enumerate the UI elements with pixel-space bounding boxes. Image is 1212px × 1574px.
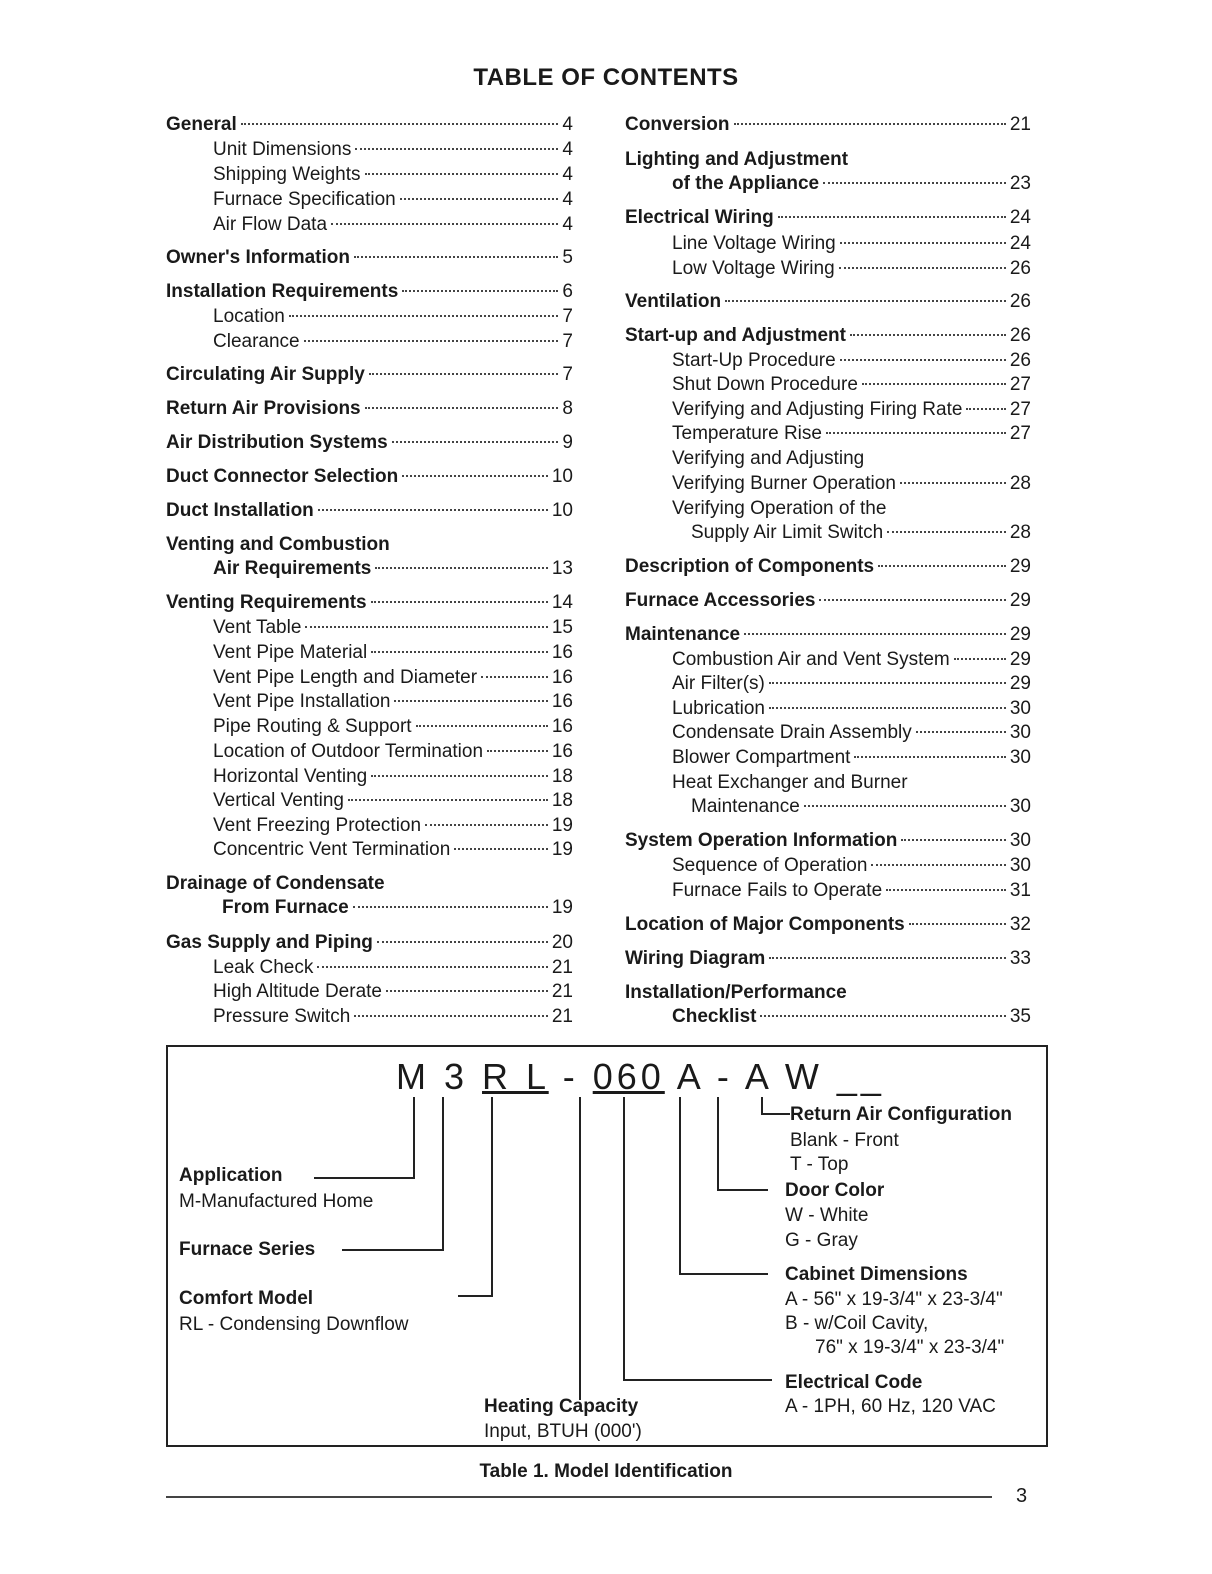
toc-entry-page: 19 — [551, 897, 573, 918]
toc-entry-page: 21 — [551, 957, 573, 978]
toc-entry-page: 30 — [1009, 698, 1031, 719]
cabinet-dimensions-label: Cabinet Dimensions — [785, 1264, 968, 1285]
application-label: Application — [179, 1165, 283, 1186]
heating-capacity-value: Input, BTUH (000') — [484, 1421, 642, 1442]
toc-entry-page: 33 — [1009, 948, 1031, 969]
toc-entry-title: Vent Pipe Material — [213, 642, 368, 663]
toc-entry-title: Lubrication — [672, 698, 765, 719]
toc-entry-page: 10 — [551, 500, 573, 521]
toc-entry-page: 16 — [551, 716, 573, 737]
comfort-model-label: Comfort Model — [179, 1288, 314, 1309]
toc-entry-page: 27 — [1009, 399, 1031, 420]
toc-entry-title: Air Distribution Systems — [166, 432, 388, 453]
toc-entry-title: Concentric Vent Termination — [213, 839, 451, 860]
toc-entry-title: Electrical Wiring — [625, 207, 774, 228]
page-number: 3 — [1016, 1485, 1028, 1507]
toc-entry-page: 18 — [551, 790, 573, 811]
toc-entry-title: Sequence of Operation — [672, 855, 868, 876]
toc-entry-page: 29 — [1009, 649, 1031, 670]
electrical-code-label: Electrical Code — [785, 1372, 923, 1393]
toc-entry-title: Checklist — [672, 1006, 757, 1027]
toc-entry-page: 7 — [562, 331, 573, 352]
toc-entry: Verifying and Adjusting — [672, 448, 865, 469]
comfort-model-value: RL - Condensing Downflow — [179, 1314, 409, 1335]
toc-entry-title: Furnace Fails to Operate — [672, 880, 883, 901]
toc-entry-page: 9 — [562, 432, 573, 453]
toc-entry-page: 20 — [551, 932, 573, 953]
toc-entry-page: 16 — [551, 741, 573, 762]
toc-entry-page: 30 — [1009, 722, 1031, 743]
toc-entry-title: From Furnace — [222, 897, 349, 918]
toc-entry-page: 26 — [1009, 291, 1031, 312]
door-color-option-gray: G - Gray — [785, 1230, 858, 1251]
toc-entry-title: Horizontal Venting — [213, 766, 368, 787]
application-value: M-Manufactured Home — [179, 1191, 374, 1212]
electrical-code-option-a: A - 1PH, 60 Hz, 120 VAC — [785, 1396, 996, 1417]
furnace-series-label: Furnace Series — [179, 1239, 316, 1260]
cabinet-option-b: B - w/Coil Cavity, — [785, 1313, 929, 1334]
model-code-capacity: 060 — [592, 1056, 665, 1097]
toc-entry-page: 29 — [1009, 673, 1031, 694]
toc-entry-page: 32 — [1009, 914, 1031, 935]
toc-entry-page: 26 — [1009, 325, 1031, 346]
toc-entry-page: 16 — [551, 667, 573, 688]
toc-entry: Lighting and Adjustment — [625, 149, 849, 170]
toc-entry-page: 13 — [551, 558, 573, 579]
cabinet-option-b-dimensions: 76" x 19-3/4" x 23-3/4" — [815, 1337, 1005, 1358]
toc-entry-title: High Altitude Derate — [213, 981, 382, 1002]
toc-title: TABLE OF CONTENTS — [473, 64, 739, 91]
toc-entry-page: 35 — [1009, 1006, 1031, 1027]
toc-entry-page: 14 — [551, 592, 573, 613]
toc-entry-page: 5 — [562, 247, 573, 268]
model-code-dash: - — [548, 1056, 593, 1097]
toc-entry-title: Air Requirements — [213, 558, 372, 579]
toc-entry-title: Maintenance — [691, 796, 800, 817]
toc-entry-title: Condensate Drain Assembly — [672, 722, 912, 743]
toc-entry-title: Shut Down Procedure — [672, 374, 858, 395]
toc-entry-title: Vent Freezing Protection — [213, 815, 422, 836]
door-color-option-white: W - White — [785, 1205, 869, 1226]
model-code-suffix: A - A W — [664, 1056, 837, 1097]
toc-entry-title: Venting Requirements — [166, 592, 367, 613]
toc-entry-title: Air Flow Data — [213, 214, 328, 235]
toc-entry: Heat Exchanger and Burner — [672, 772, 908, 793]
toc-entry-title: Shipping Weights — [213, 164, 361, 185]
toc-entry-page: 4 — [562, 189, 573, 210]
toc-entry-title: Start-Up Procedure — [672, 350, 836, 371]
door-color-label: Door Color — [785, 1180, 885, 1201]
toc-entry-title: Installation Requirements — [166, 281, 399, 302]
toc-entry-title: Air Filter(s) — [672, 673, 765, 694]
toc-entry-title: Low Voltage Wiring — [672, 258, 835, 279]
toc-entry-page: 30 — [1009, 855, 1031, 876]
toc-entry-page: 28 — [1009, 473, 1031, 494]
return-air-label: Return Air Configuration — [790, 1104, 1012, 1125]
toc-entry-page: 24 — [1009, 207, 1031, 228]
toc-entry-page: 29 — [1009, 624, 1031, 645]
toc-entry-title: Vertical Venting — [213, 790, 344, 811]
toc-entry-title: System Operation Information — [625, 830, 898, 851]
toc-entry-title: Unit Dimensions — [213, 139, 352, 160]
toc-entry-title: Verifying Burner Operation — [672, 473, 896, 494]
toc-entry-title: Supply Air Limit Switch — [691, 522, 884, 543]
toc-entry-title: of the Appliance — [672, 173, 820, 194]
toc-entry-page: 8 — [562, 398, 573, 419]
toc-entry: Installation/Performance — [625, 982, 847, 1003]
return-air-option-top: T - Top — [790, 1154, 849, 1175]
toc-entry-page: 18 — [551, 766, 573, 787]
toc-entry-title: Conversion — [625, 114, 730, 135]
toc-entry-title: Owner's Information — [166, 247, 350, 268]
return-air-option-front: Blank - Front — [790, 1130, 899, 1151]
toc-entry-page: 19 — [551, 839, 573, 860]
toc-entry-page: 30 — [1009, 796, 1031, 817]
toc-entry: Venting and Combustion — [166, 534, 390, 555]
toc-entry-title: Blower Compartment — [672, 747, 851, 768]
model-code-return-blank: __ — [836, 1056, 885, 1097]
toc-entry-title: Duct Connector Selection — [166, 466, 399, 487]
toc-entry-title: Ventilation — [625, 291, 722, 312]
toc-entry-title: Line Voltage Wiring — [672, 233, 836, 254]
toc-entry-page: 19 — [551, 815, 573, 836]
toc-entry-page: 21 — [1009, 114, 1031, 135]
toc-entry-page: 24 — [1009, 233, 1031, 254]
toc-entry-title: Return Air Provisions — [166, 398, 361, 419]
toc-entry-title: Gas Supply and Piping — [166, 932, 373, 953]
toc-entry-page: 7 — [562, 306, 573, 327]
toc-entry-title: General — [166, 114, 237, 135]
toc-entry-page: 26 — [1009, 258, 1031, 279]
toc-entry-title: Location — [213, 306, 285, 327]
toc-entry-page: 29 — [1009, 556, 1031, 577]
toc-entry-page: 21 — [551, 1006, 573, 1027]
toc-entry-page: 21 — [551, 981, 573, 1002]
toc-entry: Verifying Operation of the — [672, 498, 887, 519]
toc-entry-page: 7 — [562, 364, 573, 385]
toc-entry-page: 27 — [1009, 374, 1031, 395]
model-code-prefix: M 3 — [396, 1056, 483, 1097]
toc-entry-title: Temperature Rise — [672, 423, 822, 444]
toc-entry-title: Description of Components — [625, 556, 875, 577]
toc-entry-title: Furnace Accessories — [625, 590, 816, 611]
toc-entry-title: Vent Pipe Installation — [213, 691, 391, 712]
heating-capacity-label: Heating Capacity — [484, 1396, 639, 1417]
toc-entry-title: Duct Installation — [166, 500, 314, 521]
toc-entry-title: Combustion Air and Vent System — [672, 649, 950, 670]
toc-entry-page: 6 — [562, 281, 573, 302]
model-code-comfort: R L — [482, 1056, 549, 1097]
toc-entry-title: Circulating Air Supply — [166, 364, 365, 385]
toc-entry-page: 29 — [1009, 590, 1031, 611]
toc-entry-page: 27 — [1009, 423, 1031, 444]
toc-entry-page: 10 — [551, 466, 573, 487]
toc-entry-title: Verifying and Adjusting Firing Rate — [672, 399, 963, 420]
table-caption: Table 1. Model Identification — [479, 1461, 733, 1482]
toc-entry-page: 28 — [1009, 522, 1031, 543]
footer-rule — [166, 1496, 992, 1498]
toc-entry-title: Pipe Routing & Support — [213, 716, 412, 737]
toc-entry-title: Wiring Diagram — [625, 948, 766, 969]
toc-entry-title: Vent Table — [213, 617, 302, 638]
toc-entry-title: Maintenance — [625, 624, 741, 645]
toc-entry-page: 4 — [562, 164, 573, 185]
toc-entry-page: 4 — [562, 139, 573, 160]
toc-entry: Drainage of Condensate — [166, 873, 385, 894]
toc-entry-title: Location of Outdoor Termination — [213, 741, 484, 762]
toc-entry-title: Start-up and Adjustment — [625, 325, 846, 346]
toc-entry-page: 4 — [562, 114, 573, 135]
toc-entry-title: Vent Pipe Length and Diameter — [213, 667, 478, 688]
toc-entry-page: 30 — [1009, 830, 1031, 851]
toc-entry-title: Clearance — [213, 331, 300, 352]
toc-entry-title: Pressure Switch — [213, 1006, 351, 1027]
toc-entry-page: 31 — [1009, 880, 1031, 901]
toc-entry-page: 23 — [1009, 173, 1031, 194]
cabinet-option-a: A - 56" x 19-3/4" x 23-3/4" — [785, 1289, 1003, 1310]
toc-entry-title: Location of Major Components — [625, 914, 905, 935]
toc-entry-page: 16 — [551, 642, 573, 663]
toc-entry-page: 16 — [551, 691, 573, 712]
toc-entry-page: 26 — [1009, 350, 1031, 371]
toc-entry-page: 30 — [1009, 747, 1031, 768]
toc-entry-page: 15 — [551, 617, 573, 638]
toc-entry-title: Leak Check — [213, 957, 314, 978]
toc-entry-page: 4 — [562, 214, 573, 235]
toc-entry-title: Furnace Specification — [213, 189, 396, 210]
